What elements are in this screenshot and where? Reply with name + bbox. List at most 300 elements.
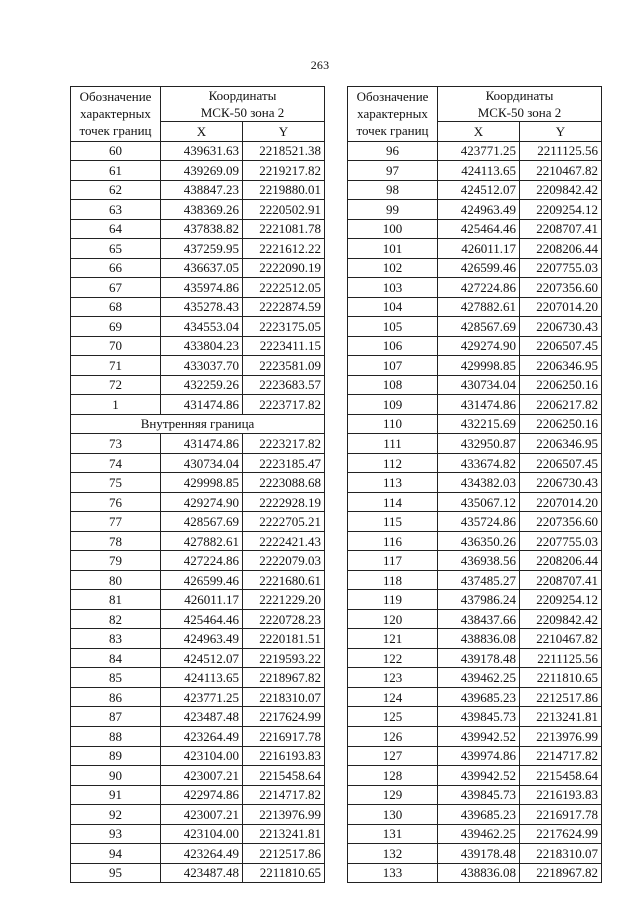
table-row xyxy=(71,473,325,493)
point-id-cell: 132 xyxy=(348,844,438,864)
x-coordinate-cell: 439685.23 xyxy=(438,805,520,825)
point-id-cell: 103 xyxy=(348,278,438,298)
x-coordinate-cell: 426599.46 xyxy=(438,258,520,278)
table-row xyxy=(348,570,602,590)
table-row xyxy=(348,492,602,512)
x-coordinate-cell: 423007.21 xyxy=(161,766,243,786)
y-coordinate-cell: 2207755.03 xyxy=(520,258,602,278)
table-row xyxy=(348,278,602,298)
point-id-cell: 81 xyxy=(71,590,161,610)
y-coordinate-cell: 2223175.05 xyxy=(243,317,325,337)
point-id-cell: 61 xyxy=(71,161,161,181)
table-row xyxy=(71,609,325,629)
table-row xyxy=(348,200,602,220)
x-coordinate-cell: 437259.95 xyxy=(161,239,243,259)
x-coordinate-cell: 431474.86 xyxy=(161,434,243,454)
table-row xyxy=(71,356,325,376)
y-coordinate-cell: 2206730.43 xyxy=(520,317,602,337)
point-header-line: точек границ xyxy=(79,123,152,139)
table-row xyxy=(348,336,602,356)
point-id-cell: 125 xyxy=(348,707,438,727)
point-id-cell: 60 xyxy=(71,141,161,161)
x-coordinate-cell: 437485.27 xyxy=(438,570,520,590)
x-coordinate-cell: 423007.21 xyxy=(161,805,243,825)
y-coordinate-cell: 2215458.64 xyxy=(243,766,325,786)
table-row xyxy=(71,336,325,356)
point-id-cell: 106 xyxy=(348,336,438,356)
point-id-cell: 104 xyxy=(348,297,438,317)
point-id-cell: 91 xyxy=(71,785,161,805)
y-coordinate-cell: 2223185.47 xyxy=(243,453,325,473)
table-row xyxy=(348,629,602,649)
table-row xyxy=(71,687,325,707)
y-coordinate-cell: 2220181.51 xyxy=(243,629,325,649)
point-id-cell: 102 xyxy=(348,258,438,278)
y-coordinate-cell: 2222421.43 xyxy=(243,531,325,551)
point-id-cell: 78 xyxy=(71,531,161,551)
table-row xyxy=(348,609,602,629)
y-coordinate-cell: 2206507.45 xyxy=(520,336,602,356)
x-coordinate-cell: 429998.85 xyxy=(161,473,243,493)
point-id-cell: 90 xyxy=(71,766,161,786)
table-row xyxy=(348,766,602,786)
x-coordinate-cell: 423487.48 xyxy=(161,707,243,727)
table-row xyxy=(71,512,325,532)
x-coordinate-cell: 426011.17 xyxy=(438,239,520,259)
point-id-cell: 130 xyxy=(348,805,438,825)
table-row xyxy=(71,668,325,688)
x-coordinate-cell: 423487.48 xyxy=(161,863,243,883)
page-number: 263 xyxy=(310,58,330,72)
point-header-line: характерных xyxy=(80,106,151,122)
x-coordinate-cell: 435974.86 xyxy=(161,278,243,298)
point-designation-header xyxy=(71,87,161,142)
point-id-cell: 75 xyxy=(71,473,161,493)
point-id-cell: 129 xyxy=(348,785,438,805)
table-row xyxy=(71,570,325,590)
table-row xyxy=(71,161,325,181)
y-coordinate-cell: 2223088.68 xyxy=(243,473,325,493)
table-row xyxy=(71,258,325,278)
x-coordinate-cell: 424512.07 xyxy=(438,180,520,200)
y-coordinate-cell: 2211810.65 xyxy=(520,668,602,688)
y-coordinate-cell: 2223217.82 xyxy=(243,434,325,454)
point-id-cell: 99 xyxy=(348,200,438,220)
table-row xyxy=(71,239,325,259)
table-row xyxy=(348,239,602,259)
y-coordinate-cell: 2213241.81 xyxy=(520,707,602,727)
x-coordinate-cell: 423771.25 xyxy=(438,141,520,161)
point-id-cell: 72 xyxy=(71,375,161,395)
point-id-cell: 80 xyxy=(71,570,161,590)
x-coordinate-cell: 433804.23 xyxy=(161,336,243,356)
y-coordinate-cell: 2207755.03 xyxy=(520,531,602,551)
x-coordinate-cell: 439974.86 xyxy=(438,746,520,766)
y-coordinate-cell: 2221680.61 xyxy=(243,570,325,590)
y-coordinate-cell: 2218310.07 xyxy=(243,687,325,707)
y-coordinate-cell: 2217624.99 xyxy=(243,707,325,727)
point-id-cell: 107 xyxy=(348,356,438,376)
y-coordinate-cell: 2207014.20 xyxy=(520,297,602,317)
point-header-line: точек границ xyxy=(356,123,429,139)
table-row xyxy=(71,746,325,766)
x-coordinate-cell: 429998.85 xyxy=(438,356,520,376)
x-coordinate-cell: 424113.65 xyxy=(438,161,520,181)
x-coordinate-cell: 427882.61 xyxy=(161,531,243,551)
point-id-cell: 120 xyxy=(348,609,438,629)
x-coordinate-cell: 436637.05 xyxy=(161,258,243,278)
x-coordinate-cell: 436938.56 xyxy=(438,551,520,571)
point-id-cell: 112 xyxy=(348,453,438,473)
point-id-cell: 63 xyxy=(71,200,161,220)
y-coordinate-cell: 2206346.95 xyxy=(520,356,602,376)
x-coordinate-cell: 439942.52 xyxy=(438,766,520,786)
y-coordinate-cell: 2218967.82 xyxy=(243,668,325,688)
table-row xyxy=(348,785,602,805)
y-coordinate-cell: 2213976.99 xyxy=(243,805,325,825)
table-row xyxy=(348,668,602,688)
y-coordinate-cell: 2222090.19 xyxy=(243,258,325,278)
table-row xyxy=(71,531,325,551)
table-row xyxy=(71,180,325,200)
x-coordinate-cell: 425464.46 xyxy=(438,219,520,239)
y-coordinate-cell: 2206217.82 xyxy=(520,395,602,415)
table-row xyxy=(348,863,602,883)
table-row xyxy=(348,551,602,571)
y-coordinate-cell: 2222705.21 xyxy=(243,512,325,532)
x-coordinate-cell: 424512.07 xyxy=(161,648,243,668)
point-id-cell: 122 xyxy=(348,648,438,668)
point-id-cell: 105 xyxy=(348,317,438,337)
coordinates-header xyxy=(438,87,602,122)
point-id-cell: 71 xyxy=(71,356,161,376)
x-coordinate-cell: 436350.26 xyxy=(438,531,520,551)
y-coordinate-cell: 2208206.44 xyxy=(520,239,602,259)
point-header-line: Обозначение xyxy=(356,89,429,105)
table-row xyxy=(71,492,325,512)
table-row xyxy=(71,395,325,415)
y-coordinate-cell: 2216917.78 xyxy=(520,805,602,825)
point-id-cell: 76 xyxy=(71,492,161,512)
point-id-cell: 82 xyxy=(71,609,161,629)
y-coordinate-cell: 2222512.05 xyxy=(243,278,325,298)
y-coordinate-cell: 2210467.82 xyxy=(520,161,602,181)
x-coordinate-cell: 439178.48 xyxy=(438,648,520,668)
point-id-cell: 126 xyxy=(348,726,438,746)
y-coordinate-cell: 2206346.95 xyxy=(520,434,602,454)
point-id-cell: 64 xyxy=(71,219,161,239)
y-coordinate-cell: 2222928.19 xyxy=(243,492,325,512)
x-coordinate-cell: 435724.86 xyxy=(438,512,520,532)
y-column-header: Y xyxy=(520,122,602,142)
y-coordinate-cell: 2221229.20 xyxy=(243,590,325,610)
point-id-cell: 69 xyxy=(71,317,161,337)
y-coordinate-cell: 2223581.09 xyxy=(243,356,325,376)
point-id-cell: 128 xyxy=(348,766,438,786)
point-id-cell: 84 xyxy=(71,648,161,668)
coordinate-system-label: МСК-50 зона 2 xyxy=(477,105,562,120)
table-row xyxy=(71,551,325,571)
y-coordinate-cell: 2223717.82 xyxy=(243,395,325,415)
point-id-cell: 111 xyxy=(348,434,438,454)
table-row xyxy=(71,434,325,454)
x-coordinate-cell: 434382.03 xyxy=(438,473,520,493)
y-coordinate-cell: 2206250.16 xyxy=(520,375,602,395)
y-coordinate-cell: 2211125.56 xyxy=(520,141,602,161)
point-id-cell: 93 xyxy=(71,824,161,844)
table-row xyxy=(71,648,325,668)
x-coordinate-cell: 433674.82 xyxy=(438,453,520,473)
point-id-cell: 118 xyxy=(348,570,438,590)
x-coordinate-cell: 437838.82 xyxy=(161,219,243,239)
point-id-cell: 79 xyxy=(71,551,161,571)
x-coordinate-cell: 439269.09 xyxy=(161,161,243,181)
point-id-cell: 97 xyxy=(348,161,438,181)
y-coordinate-cell: 2212517.86 xyxy=(243,844,325,864)
x-coordinate-cell: 424963.49 xyxy=(438,200,520,220)
point-id-cell: 115 xyxy=(348,512,438,532)
x-coordinate-cell: 422974.86 xyxy=(161,785,243,805)
table-row xyxy=(71,297,325,317)
table-row xyxy=(348,844,602,864)
y-coordinate-cell: 2221081.78 xyxy=(243,219,325,239)
y-coordinate-cell: 2219880.01 xyxy=(243,180,325,200)
x-coordinate-cell: 432215.69 xyxy=(438,414,520,434)
table-row xyxy=(348,356,602,376)
y-coordinate-cell: 2208707.41 xyxy=(520,570,602,590)
y-coordinate-cell: 2208206.44 xyxy=(520,551,602,571)
y-coordinate-cell: 2206507.45 xyxy=(520,453,602,473)
table-row xyxy=(348,375,602,395)
x-coordinate-cell: 424963.49 xyxy=(161,629,243,649)
y-coordinate-cell: 2217624.99 xyxy=(520,824,602,844)
point-id-cell: 116 xyxy=(348,531,438,551)
point-id-cell: 70 xyxy=(71,336,161,356)
y-coordinate-cell: 2223411.15 xyxy=(243,336,325,356)
table-row xyxy=(348,395,602,415)
point-id-cell: 124 xyxy=(348,687,438,707)
y-coordinate-cell: 2209254.12 xyxy=(520,590,602,610)
x-coordinate-cell: 438847.23 xyxy=(161,180,243,200)
point-id-cell: 127 xyxy=(348,746,438,766)
y-coordinate-cell: 2218967.82 xyxy=(520,863,602,883)
y-coordinate-cell: 2220728.23 xyxy=(243,609,325,629)
section-heading: Внутренняя граница xyxy=(71,414,325,434)
x-coordinate-cell: 439178.48 xyxy=(438,844,520,864)
x-coordinate-cell: 437986.24 xyxy=(438,590,520,610)
table-row xyxy=(71,219,325,239)
y-coordinate-cell: 2213241.81 xyxy=(243,824,325,844)
x-coordinate-cell: 432259.26 xyxy=(161,375,243,395)
table-row xyxy=(348,687,602,707)
table-row xyxy=(348,453,602,473)
y-coordinate-cell: 2212517.86 xyxy=(520,687,602,707)
point-designation-header xyxy=(348,87,438,142)
table-row xyxy=(71,453,325,473)
y-coordinate-cell: 2218310.07 xyxy=(520,844,602,864)
y-coordinate-cell: 2210467.82 xyxy=(520,629,602,649)
y-coordinate-cell: 2223683.57 xyxy=(243,375,325,395)
point-id-cell: 98 xyxy=(348,180,438,200)
table-row xyxy=(71,590,325,610)
x-coordinate-cell: 438437.66 xyxy=(438,609,520,629)
y-coordinate-cell: 2219217.82 xyxy=(243,161,325,181)
point-id-cell: 123 xyxy=(348,668,438,688)
point-id-cell: 109 xyxy=(348,395,438,415)
table-row xyxy=(71,785,325,805)
point-id-cell: 95 xyxy=(71,863,161,883)
x-coordinate-cell: 439631.63 xyxy=(161,141,243,161)
x-coordinate-cell: 438836.08 xyxy=(438,863,520,883)
table-row xyxy=(348,297,602,317)
x-column-header: X xyxy=(161,122,243,142)
point-id-cell: 113 xyxy=(348,473,438,493)
y-coordinate-cell: 2211125.56 xyxy=(520,648,602,668)
y-coordinate-cell: 2206250.16 xyxy=(520,414,602,434)
coordinates-header xyxy=(161,87,325,122)
table-row xyxy=(348,317,602,337)
table-row xyxy=(71,629,325,649)
table-row xyxy=(71,200,325,220)
y-coordinate-cell: 2214717.82 xyxy=(520,746,602,766)
table-row xyxy=(71,141,325,161)
point-id-cell: 67 xyxy=(71,278,161,298)
x-coordinate-cell: 439462.25 xyxy=(438,668,520,688)
point-id-cell: 68 xyxy=(71,297,161,317)
x-coordinate-cell: 426599.46 xyxy=(161,570,243,590)
point-id-cell: 114 xyxy=(348,492,438,512)
y-coordinate-cell: 2207356.60 xyxy=(520,278,602,298)
point-id-cell: 92 xyxy=(71,805,161,825)
point-id-cell: 87 xyxy=(71,707,161,727)
table-row xyxy=(71,375,325,395)
y-coordinate-cell: 2207356.60 xyxy=(520,512,602,532)
table-row xyxy=(71,844,325,864)
x-coordinate-cell: 423104.00 xyxy=(161,746,243,766)
table-row xyxy=(348,414,602,434)
y-coordinate-cell: 2222874.59 xyxy=(243,297,325,317)
table-row xyxy=(348,473,602,493)
table-row xyxy=(348,531,602,551)
table-row xyxy=(348,707,602,727)
table-row xyxy=(348,648,602,668)
y-coordinate-cell: 2220502.91 xyxy=(243,200,325,220)
x-coordinate-cell: 431474.86 xyxy=(438,395,520,415)
section-row xyxy=(71,414,325,434)
x-coordinate-cell: 429274.90 xyxy=(161,492,243,512)
x-coordinate-cell: 438369.26 xyxy=(161,200,243,220)
table-row xyxy=(348,219,602,239)
x-coordinate-cell: 433037.70 xyxy=(161,356,243,376)
table-row xyxy=(71,726,325,746)
x-coordinate-cell: 439845.73 xyxy=(438,707,520,727)
point-id-cell: 119 xyxy=(348,590,438,610)
x-coordinate-cell: 432950.87 xyxy=(438,434,520,454)
x-coordinate-cell: 430734.04 xyxy=(161,453,243,473)
x-coordinate-cell: 438836.08 xyxy=(438,629,520,649)
point-header-line: характерных xyxy=(357,106,428,122)
y-coordinate-cell: 2218521.38 xyxy=(243,141,325,161)
x-coordinate-cell: 423104.00 xyxy=(161,824,243,844)
table-row xyxy=(348,590,602,610)
point-header-line: Обозначение xyxy=(79,89,152,105)
x-coordinate-cell: 423264.49 xyxy=(161,726,243,746)
y-coordinate-cell: 2214717.82 xyxy=(243,785,325,805)
point-id-cell: 89 xyxy=(71,746,161,766)
y-coordinate-cell: 2209254.12 xyxy=(520,200,602,220)
table-row xyxy=(348,824,602,844)
table-row xyxy=(348,805,602,825)
y-coordinate-cell: 2206730.43 xyxy=(520,473,602,493)
point-id-cell: 77 xyxy=(71,512,161,532)
x-coordinate-cell: 424113.65 xyxy=(161,668,243,688)
point-id-cell: 121 xyxy=(348,629,438,649)
x-coordinate-cell: 439942.52 xyxy=(438,726,520,746)
x-coordinate-cell: 425464.46 xyxy=(161,609,243,629)
point-id-cell: 62 xyxy=(71,180,161,200)
y-coordinate-cell: 2222079.03 xyxy=(243,551,325,571)
y-coordinate-cell: 2216193.83 xyxy=(243,746,325,766)
point-id-cell: 117 xyxy=(348,551,438,571)
point-id-cell: 133 xyxy=(348,863,438,883)
coordinates-title: Координаты xyxy=(485,88,554,103)
point-id-cell: 131 xyxy=(348,824,438,844)
x-coordinate-cell: 439845.73 xyxy=(438,785,520,805)
point-id-cell: 66 xyxy=(71,258,161,278)
coordinates-title: Координаты xyxy=(208,88,277,103)
y-coordinate-cell: 2208707.41 xyxy=(520,219,602,239)
x-coordinate-cell: 423264.49 xyxy=(161,844,243,864)
point-id-cell: 85 xyxy=(71,668,161,688)
table-row xyxy=(71,805,325,825)
table-row xyxy=(348,512,602,532)
y-column-header: Y xyxy=(243,122,325,142)
x-column-header: X xyxy=(438,122,520,142)
table-row xyxy=(348,161,602,181)
x-coordinate-cell: 427224.86 xyxy=(161,551,243,571)
table-row xyxy=(71,863,325,883)
x-coordinate-cell: 428567.69 xyxy=(438,317,520,337)
point-id-cell: 1 xyxy=(71,395,161,415)
point-id-cell: 74 xyxy=(71,453,161,473)
y-coordinate-cell: 2207014.20 xyxy=(520,492,602,512)
table-row xyxy=(348,726,602,746)
x-coordinate-cell: 435278.43 xyxy=(161,297,243,317)
point-id-cell: 110 xyxy=(348,414,438,434)
y-coordinate-cell: 2215458.64 xyxy=(520,766,602,786)
point-id-cell: 100 xyxy=(348,219,438,239)
point-id-cell: 96 xyxy=(348,141,438,161)
table-row xyxy=(348,746,602,766)
y-coordinate-cell: 2209842.42 xyxy=(520,609,602,629)
x-coordinate-cell: 427224.86 xyxy=(438,278,520,298)
x-coordinate-cell: 423771.25 xyxy=(161,687,243,707)
point-id-cell: 101 xyxy=(348,239,438,259)
coordinates-table-left xyxy=(70,86,325,883)
point-id-cell: 83 xyxy=(71,629,161,649)
point-id-cell: 108 xyxy=(348,375,438,395)
table-row xyxy=(71,317,325,337)
table-row xyxy=(348,141,602,161)
y-coordinate-cell: 2216917.78 xyxy=(243,726,325,746)
table-row xyxy=(348,434,602,454)
x-coordinate-cell: 426011.17 xyxy=(161,590,243,610)
table-row xyxy=(71,278,325,298)
point-id-cell: 94 xyxy=(71,844,161,864)
x-coordinate-cell: 430734.04 xyxy=(438,375,520,395)
y-coordinate-cell: 2209842.42 xyxy=(520,180,602,200)
x-coordinate-cell: 439462.25 xyxy=(438,824,520,844)
